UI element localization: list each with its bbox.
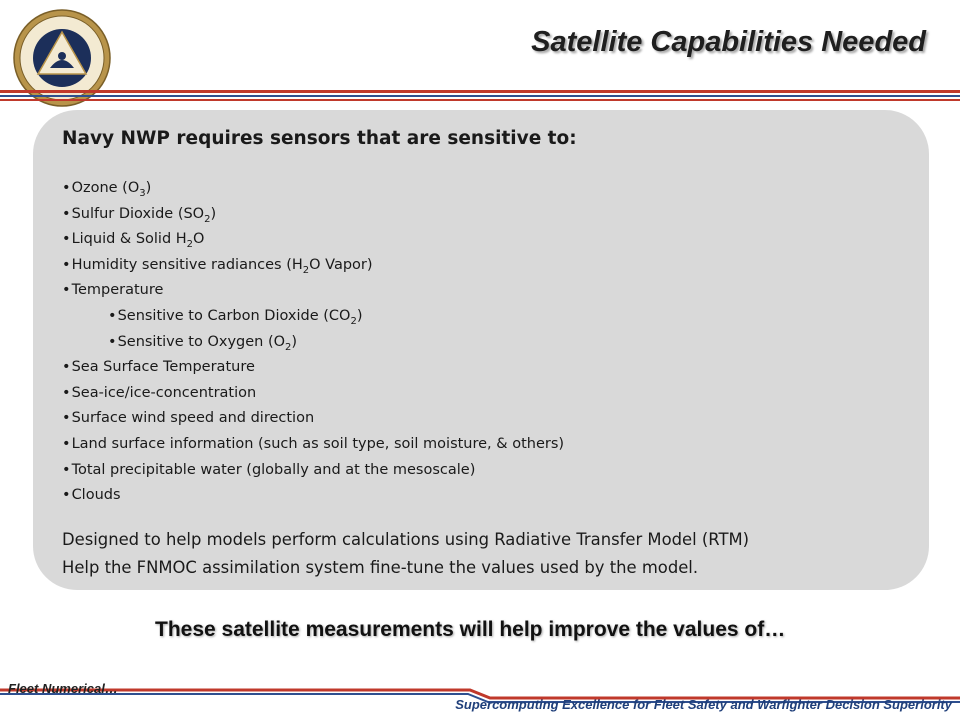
callout-text: These satellite measurements will help improve the values of… bbox=[155, 618, 786, 641]
panel-summary bbox=[62, 526, 912, 582]
list-item-carbon-dioxide: •Sensitive to Carbon Dioxide $(CO_2)$ bbox=[62, 305, 902, 331]
bullet-icon: • bbox=[62, 410, 71, 427]
panel-heading: Navy NWP requires sensors that are sensitive to: bbox=[62, 128, 577, 149]
bullet-icon: • bbox=[62, 180, 71, 196]
summary-line-rtm: Designed to help models perform calculations using Radiative Transfer Model (RTM) bbox=[62, 530, 749, 549]
bullet-icon: • bbox=[62, 231, 71, 248]
list-item-precipitable-water: •Total precipitable water (globally and at the mesoscale) bbox=[62, 459, 902, 485]
footer-org-name: Fleet Numerical… bbox=[8, 681, 118, 696]
list-item-clouds: •Clouds bbox=[62, 484, 902, 510]
bullet-icon: • bbox=[108, 333, 117, 350]
header-divider bbox=[0, 88, 960, 104]
bullet-icon: • bbox=[108, 307, 117, 324]
page-title: Satellite Capabilities Needed bbox=[531, 26, 926, 58]
list-item-temperature: •Temperature bbox=[62, 279, 902, 305]
list-item-sea-surface-temperature: •Sea Surface Temperature bbox=[62, 356, 902, 382]
list-item-sulfur-dioxide: •Sulfur Dioxide $(SO_2)$ bbox=[62, 203, 902, 229]
list-item-water: •Liquid & Solid $H_2O$ bbox=[62, 228, 902, 254]
list-item-sea-ice: •Sea-ice/ice-concentration bbox=[62, 382, 902, 408]
bullet-icon: • bbox=[62, 435, 71, 452]
bullet-icon: • bbox=[62, 282, 71, 299]
list-item-land-surface: •Land surface information (such as soil type, soil moisture, & others) bbox=[62, 433, 902, 459]
bullet-icon: • bbox=[62, 359, 71, 376]
list-item-ozone: •Ozone $(O_3)$ bbox=[62, 177, 902, 203]
summary-line-assimilation: Help the FNMOC assimilation system fine-tune the values used by the model. bbox=[62, 558, 699, 577]
list-item-humidity: •Humidity sensitive radiances ($H_2O$ Vapor) bbox=[62, 254, 902, 280]
list-item-surface-wind: •Surface wind speed and direction bbox=[62, 407, 902, 433]
bullet-icon: • bbox=[62, 205, 71, 222]
bullet-icon: • bbox=[62, 384, 71, 401]
list-item-oxygen: •Sensitive to Oxygen $(O_2)$ bbox=[62, 331, 902, 357]
bullet-icon: • bbox=[62, 487, 71, 504]
footer-tagline: Supercomputing Excellence for Fleet Safety and Warfighter Decision Superiority bbox=[455, 697, 952, 712]
bullet-icon: • bbox=[62, 256, 71, 273]
bullet-icon: • bbox=[62, 461, 71, 478]
sensor-list bbox=[62, 177, 902, 510]
